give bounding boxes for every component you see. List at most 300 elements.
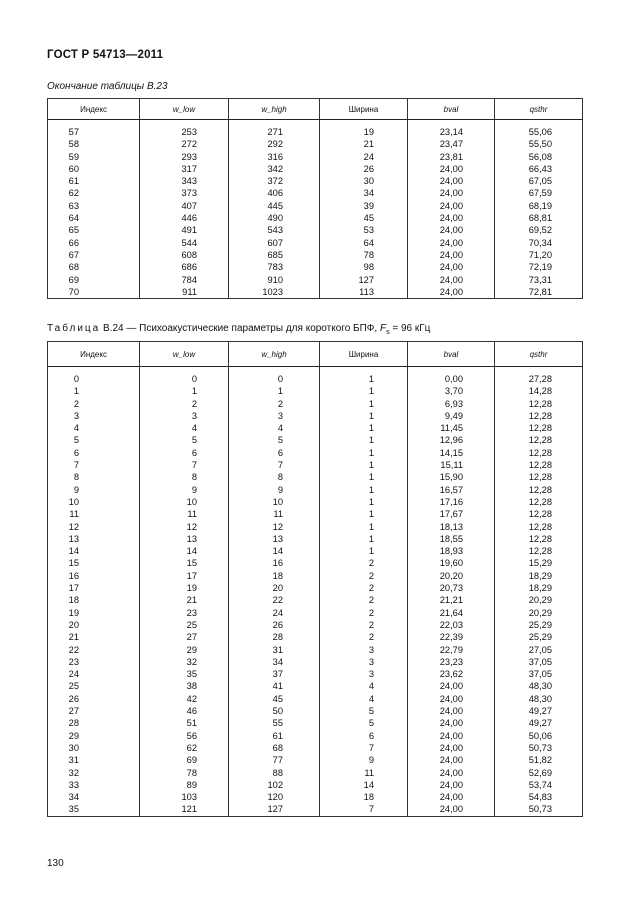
table-row bbox=[48, 373, 583, 385]
index-cell: 18 bbox=[48, 594, 140, 606]
qsthr-cell: 68,19 bbox=[495, 200, 583, 212]
table-row bbox=[48, 398, 583, 410]
bval-cell: 3,70 bbox=[408, 385, 495, 397]
w-high-cell: 685 bbox=[229, 249, 320, 261]
w-high-cell: 292 bbox=[229, 138, 320, 150]
index-cell: 33 bbox=[48, 779, 140, 791]
w-high-cell: 6 bbox=[229, 447, 320, 459]
width-cell: 5 bbox=[320, 717, 408, 729]
bval-cell: 21,21 bbox=[408, 594, 495, 606]
index-cell: 61 bbox=[48, 175, 140, 187]
index-cell: 15 bbox=[48, 557, 140, 569]
width-cell: 1 bbox=[320, 496, 408, 508]
index-cell: 5 bbox=[48, 434, 140, 446]
col-header-bval: bval bbox=[408, 342, 495, 367]
index-cell: 8 bbox=[48, 471, 140, 483]
width-cell: 45 bbox=[320, 212, 408, 224]
table-row bbox=[48, 237, 583, 249]
w-high-cell: 31 bbox=[229, 644, 320, 656]
width-cell: 3 bbox=[320, 644, 408, 656]
w-high-cell: 1 bbox=[229, 385, 320, 397]
qsthr-cell: 48,30 bbox=[495, 680, 583, 692]
width-cell: 3 bbox=[320, 656, 408, 668]
table-row bbox=[48, 175, 583, 187]
w-high-cell: 783 bbox=[229, 261, 320, 273]
width-cell: 1 bbox=[320, 398, 408, 410]
index-cell: 57 bbox=[48, 126, 140, 138]
table-row bbox=[48, 385, 583, 397]
bval-cell: 24,00 bbox=[408, 791, 495, 803]
table-row bbox=[48, 730, 583, 742]
w-low-cell: 56 bbox=[140, 730, 229, 742]
bval-cell: 17,67 bbox=[408, 508, 495, 520]
width-cell: 2 bbox=[320, 607, 408, 619]
table-row bbox=[48, 717, 583, 729]
col-header-w-high: w_high bbox=[229, 99, 320, 120]
qsthr-cell: 12,28 bbox=[495, 533, 583, 545]
w-low-cell: 78 bbox=[140, 767, 229, 779]
qsthr-cell: 53,74 bbox=[495, 779, 583, 791]
width-cell: 1 bbox=[320, 533, 408, 545]
w-high-cell: 9 bbox=[229, 484, 320, 496]
index-cell: 7 bbox=[48, 459, 140, 471]
w-low-cell: 19 bbox=[140, 582, 229, 594]
w-high-cell: 1023 bbox=[229, 286, 320, 299]
bval-cell: 24,00 bbox=[408, 200, 495, 212]
table-row bbox=[48, 767, 583, 779]
qsthr-cell: 12,28 bbox=[495, 496, 583, 508]
qsthr-cell: 67,59 bbox=[495, 187, 583, 199]
w-low-cell: 32 bbox=[140, 656, 229, 668]
bval-cell: 19,60 bbox=[408, 557, 495, 569]
width-cell: 4 bbox=[320, 680, 408, 692]
index-cell: 60 bbox=[48, 163, 140, 175]
w-low-cell: 42 bbox=[140, 693, 229, 705]
table-b24 bbox=[47, 341, 583, 817]
table-row bbox=[48, 693, 583, 705]
table-row bbox=[48, 791, 583, 803]
width-cell: 1 bbox=[320, 410, 408, 422]
index-cell: 16 bbox=[48, 570, 140, 582]
qsthr-cell: 52,69 bbox=[495, 767, 583, 779]
table-row bbox=[48, 754, 583, 766]
table2-header-row bbox=[48, 342, 583, 367]
w-low-cell: 46 bbox=[140, 705, 229, 717]
w-high-cell: 41 bbox=[229, 680, 320, 692]
bval-cell: 24,00 bbox=[408, 224, 495, 236]
width-cell: 2 bbox=[320, 631, 408, 643]
bval-cell: 24,00 bbox=[408, 274, 495, 286]
index-cell: 62 bbox=[48, 187, 140, 199]
table-row bbox=[48, 557, 583, 569]
table-row bbox=[48, 163, 583, 175]
qsthr-cell: 49,27 bbox=[495, 705, 583, 717]
table-row bbox=[48, 212, 583, 224]
qsthr-cell: 73,31 bbox=[495, 274, 583, 286]
index-cell: 58 bbox=[48, 138, 140, 150]
w-high-cell: 316 bbox=[229, 151, 320, 163]
w-high-cell: 50 bbox=[229, 705, 320, 717]
width-cell: 5 bbox=[320, 705, 408, 717]
bval-cell: 24,00 bbox=[408, 754, 495, 766]
width-cell: 2 bbox=[320, 570, 408, 582]
qsthr-cell: 37,05 bbox=[495, 656, 583, 668]
table-row bbox=[48, 619, 583, 631]
w-low-cell: 69 bbox=[140, 754, 229, 766]
col-header-width: Ширина bbox=[320, 99, 408, 120]
table-row bbox=[48, 151, 583, 163]
col-header-w-low: w_low bbox=[140, 342, 229, 367]
width-cell: 98 bbox=[320, 261, 408, 273]
bval-cell: 24,00 bbox=[408, 717, 495, 729]
table-row bbox=[48, 459, 583, 471]
qsthr-cell: 66,43 bbox=[495, 163, 583, 175]
bval-cell: 15,90 bbox=[408, 471, 495, 483]
table-row bbox=[48, 705, 583, 717]
w-high-cell: 14 bbox=[229, 545, 320, 557]
width-cell: 1 bbox=[320, 508, 408, 520]
table-row bbox=[48, 521, 583, 533]
width-cell: 2 bbox=[320, 557, 408, 569]
qsthr-cell: 12,28 bbox=[495, 447, 583, 459]
table-row bbox=[48, 126, 583, 138]
table-row bbox=[48, 484, 583, 496]
table-row bbox=[48, 607, 583, 619]
w-low-cell: 1 bbox=[140, 385, 229, 397]
table-row bbox=[48, 274, 583, 286]
index-cell: 66 bbox=[48, 237, 140, 249]
width-cell: 19 bbox=[320, 126, 408, 138]
index-cell: 11 bbox=[48, 508, 140, 520]
table-row bbox=[48, 187, 583, 199]
table2-caption-sub: s bbox=[386, 329, 390, 336]
table-row bbox=[48, 668, 583, 680]
index-cell: 21 bbox=[48, 631, 140, 643]
bval-cell: 24,00 bbox=[408, 175, 495, 187]
w-high-cell: 607 bbox=[229, 237, 320, 249]
w-low-cell: 62 bbox=[140, 742, 229, 754]
table-row bbox=[48, 249, 583, 261]
width-cell: 2 bbox=[320, 619, 408, 631]
w-high-cell: 16 bbox=[229, 557, 320, 569]
w-high-cell: 13 bbox=[229, 533, 320, 545]
document-code: ГОСТ Р 54713—2011 bbox=[47, 49, 164, 61]
w-high-cell: 2 bbox=[229, 398, 320, 410]
w-high-cell: 271 bbox=[229, 126, 320, 138]
qsthr-cell: 48,30 bbox=[495, 693, 583, 705]
table-row bbox=[48, 422, 583, 434]
w-high-cell: 37 bbox=[229, 668, 320, 680]
qsthr-cell: 18,29 bbox=[495, 582, 583, 594]
bval-cell: 24,00 bbox=[408, 163, 495, 175]
w-low-cell: 5 bbox=[140, 434, 229, 446]
index-cell: 67 bbox=[48, 249, 140, 261]
w-low-cell: 343 bbox=[140, 175, 229, 187]
qsthr-cell: 12,28 bbox=[495, 398, 583, 410]
w-low-cell: 121 bbox=[140, 803, 229, 816]
w-low-cell: 38 bbox=[140, 680, 229, 692]
width-cell: 1 bbox=[320, 521, 408, 533]
col-header-w-high: w_high bbox=[229, 342, 320, 367]
qsthr-cell: 25,29 bbox=[495, 619, 583, 631]
bval-cell: 24,00 bbox=[408, 680, 495, 692]
bval-cell: 6,93 bbox=[408, 398, 495, 410]
qsthr-cell: 27,05 bbox=[495, 644, 583, 656]
qsthr-cell: 12,28 bbox=[495, 410, 583, 422]
w-high-cell: 34 bbox=[229, 656, 320, 668]
w-high-cell: 24 bbox=[229, 607, 320, 619]
bval-cell: 24,00 bbox=[408, 742, 495, 754]
index-cell: 19 bbox=[48, 607, 140, 619]
table-row bbox=[48, 594, 583, 606]
width-cell: 4 bbox=[320, 693, 408, 705]
w-low-cell: 544 bbox=[140, 237, 229, 249]
w-low-cell: 686 bbox=[140, 261, 229, 273]
w-low-cell: 272 bbox=[140, 138, 229, 150]
qsthr-cell: 12,28 bbox=[495, 545, 583, 557]
col-header-bval: bval bbox=[408, 99, 495, 120]
width-cell: 14 bbox=[320, 779, 408, 791]
bval-cell: 0,00 bbox=[408, 373, 495, 385]
w-low-cell: 8 bbox=[140, 471, 229, 483]
index-cell: 31 bbox=[48, 754, 140, 766]
width-cell: 1 bbox=[320, 484, 408, 496]
table-row bbox=[48, 496, 583, 508]
w-low-cell: 23 bbox=[140, 607, 229, 619]
index-cell: 2 bbox=[48, 398, 140, 410]
bval-cell: 24,00 bbox=[408, 705, 495, 717]
w-low-cell: 446 bbox=[140, 212, 229, 224]
qsthr-cell: 20,29 bbox=[495, 607, 583, 619]
w-high-cell: 18 bbox=[229, 570, 320, 582]
col-header-w-low: w_low bbox=[140, 99, 229, 120]
qsthr-cell: 72,81 bbox=[495, 286, 583, 299]
width-cell: 113 bbox=[320, 286, 408, 299]
qsthr-cell: 56,08 bbox=[495, 151, 583, 163]
qsthr-cell: 20,29 bbox=[495, 594, 583, 606]
qsthr-cell: 18,29 bbox=[495, 570, 583, 582]
table-row bbox=[48, 631, 583, 643]
w-high-cell: 7 bbox=[229, 459, 320, 471]
page-number: 130 bbox=[47, 858, 64, 869]
w-low-cell: 911 bbox=[140, 286, 229, 299]
table-row bbox=[48, 138, 583, 150]
bval-cell: 17,16 bbox=[408, 496, 495, 508]
w-high-cell: 543 bbox=[229, 224, 320, 236]
bval-cell: 16,57 bbox=[408, 484, 495, 496]
w-low-cell: 89 bbox=[140, 779, 229, 791]
bval-cell: 23,47 bbox=[408, 138, 495, 150]
table-row bbox=[48, 742, 583, 754]
w-high-cell: 102 bbox=[229, 779, 320, 791]
w-high-cell: 445 bbox=[229, 200, 320, 212]
index-cell: 24 bbox=[48, 668, 140, 680]
index-cell: 63 bbox=[48, 200, 140, 212]
width-cell: 34 bbox=[320, 187, 408, 199]
width-cell: 53 bbox=[320, 224, 408, 236]
w-high-cell: 55 bbox=[229, 717, 320, 729]
table-row bbox=[48, 582, 583, 594]
table-row bbox=[48, 803, 583, 816]
w-low-cell: 103 bbox=[140, 791, 229, 803]
w-high-cell: 372 bbox=[229, 175, 320, 187]
w-low-cell: 3 bbox=[140, 410, 229, 422]
w-high-cell: 28 bbox=[229, 631, 320, 643]
w-low-cell: 373 bbox=[140, 187, 229, 199]
qsthr-cell: 54,83 bbox=[495, 791, 583, 803]
qsthr-cell: 67,05 bbox=[495, 175, 583, 187]
qsthr-cell: 12,28 bbox=[495, 521, 583, 533]
w-high-cell: 12 bbox=[229, 521, 320, 533]
table2-caption-text: В.24 — Психоакустические параметры для короткого БПФ, bbox=[103, 323, 380, 334]
width-cell: 127 bbox=[320, 274, 408, 286]
w-low-cell: 2 bbox=[140, 398, 229, 410]
w-high-cell: 5 bbox=[229, 434, 320, 446]
w-low-cell: 10 bbox=[140, 496, 229, 508]
qsthr-cell: 37,05 bbox=[495, 668, 583, 680]
width-cell: 39 bbox=[320, 200, 408, 212]
bval-cell: 23,14 bbox=[408, 126, 495, 138]
w-low-cell: 51 bbox=[140, 717, 229, 729]
qsthr-cell: 12,28 bbox=[495, 484, 583, 496]
qsthr-cell: 55,50 bbox=[495, 138, 583, 150]
table1-header-row bbox=[48, 99, 583, 120]
col-header-qsthr: qsthr bbox=[495, 99, 583, 120]
table-row bbox=[48, 545, 583, 557]
index-cell: 25 bbox=[48, 680, 140, 692]
index-cell: 23 bbox=[48, 656, 140, 668]
qsthr-cell: 27,28 bbox=[495, 373, 583, 385]
w-high-cell: 3 bbox=[229, 410, 320, 422]
index-cell: 69 bbox=[48, 274, 140, 286]
w-low-cell: 608 bbox=[140, 249, 229, 261]
w-low-cell: 317 bbox=[140, 163, 229, 175]
col-header-index: Индекс bbox=[48, 342, 140, 367]
index-cell: 26 bbox=[48, 693, 140, 705]
width-cell: 18 bbox=[320, 791, 408, 803]
bval-cell: 20,73 bbox=[408, 582, 495, 594]
qsthr-cell: 51,82 bbox=[495, 754, 583, 766]
bval-cell: 21,64 bbox=[408, 607, 495, 619]
width-cell: 1 bbox=[320, 471, 408, 483]
w-low-cell: 253 bbox=[140, 126, 229, 138]
qsthr-cell: 12,28 bbox=[495, 459, 583, 471]
w-high-cell: 8 bbox=[229, 471, 320, 483]
w-low-cell: 4 bbox=[140, 422, 229, 434]
w-low-cell: 784 bbox=[140, 274, 229, 286]
width-cell: 1 bbox=[320, 385, 408, 397]
bval-cell: 24,00 bbox=[408, 767, 495, 779]
index-cell: 64 bbox=[48, 212, 140, 224]
qsthr-cell: 25,29 bbox=[495, 631, 583, 643]
width-cell: 11 bbox=[320, 767, 408, 779]
w-high-cell: 61 bbox=[229, 730, 320, 742]
index-cell: 29 bbox=[48, 730, 140, 742]
table2-caption-prefix: Таблица bbox=[47, 323, 101, 334]
bval-cell: 22,39 bbox=[408, 631, 495, 643]
w-low-cell: 13 bbox=[140, 533, 229, 545]
width-cell: 9 bbox=[320, 754, 408, 766]
table-row bbox=[48, 447, 583, 459]
bval-cell: 9,49 bbox=[408, 410, 495, 422]
qsthr-cell: 12,28 bbox=[495, 471, 583, 483]
width-cell: 24 bbox=[320, 151, 408, 163]
table-row bbox=[48, 261, 583, 273]
index-cell: 9 bbox=[48, 484, 140, 496]
w-low-cell: 407 bbox=[140, 200, 229, 212]
w-low-cell: 25 bbox=[140, 619, 229, 631]
w-low-cell: 491 bbox=[140, 224, 229, 236]
index-cell: 0 bbox=[48, 373, 140, 385]
table-row bbox=[48, 570, 583, 582]
width-cell: 30 bbox=[320, 175, 408, 187]
width-cell: 1 bbox=[320, 422, 408, 434]
width-cell: 1 bbox=[320, 545, 408, 557]
bval-cell: 18,93 bbox=[408, 545, 495, 557]
w-high-cell: 0 bbox=[229, 373, 320, 385]
w-low-cell: 15 bbox=[140, 557, 229, 569]
w-high-cell: 22 bbox=[229, 594, 320, 606]
bval-cell: 24,00 bbox=[408, 249, 495, 261]
bval-cell: 24,00 bbox=[408, 261, 495, 273]
qsthr-cell: 12,28 bbox=[495, 508, 583, 520]
bval-cell: 18,13 bbox=[408, 521, 495, 533]
w-low-cell: 9 bbox=[140, 484, 229, 496]
qsthr-cell: 55,06 bbox=[495, 126, 583, 138]
table1-body bbox=[48, 120, 583, 299]
index-cell: 59 bbox=[48, 151, 140, 163]
bval-cell: 24,00 bbox=[408, 212, 495, 224]
table-row bbox=[48, 656, 583, 668]
index-cell: 4 bbox=[48, 422, 140, 434]
w-low-cell: 21 bbox=[140, 594, 229, 606]
qsthr-cell: 50,73 bbox=[495, 742, 583, 754]
index-cell: 12 bbox=[48, 521, 140, 533]
w-high-cell: 77 bbox=[229, 754, 320, 766]
w-high-cell: 68 bbox=[229, 742, 320, 754]
bval-cell: 24,00 bbox=[408, 779, 495, 791]
w-high-cell: 11 bbox=[229, 508, 320, 520]
index-cell: 65 bbox=[48, 224, 140, 236]
w-high-cell: 406 bbox=[229, 187, 320, 199]
table-row bbox=[48, 434, 583, 446]
w-high-cell: 120 bbox=[229, 791, 320, 803]
index-cell: 27 bbox=[48, 705, 140, 717]
bval-cell: 24,00 bbox=[408, 693, 495, 705]
index-cell: 1 bbox=[48, 385, 140, 397]
w-low-cell: 17 bbox=[140, 570, 229, 582]
width-cell: 21 bbox=[320, 138, 408, 150]
bval-cell: 15,11 bbox=[408, 459, 495, 471]
index-cell: 32 bbox=[48, 767, 140, 779]
index-cell: 68 bbox=[48, 261, 140, 273]
index-cell: 70 bbox=[48, 286, 140, 299]
col-header-index: Индекс bbox=[48, 99, 140, 120]
bval-cell: 22,03 bbox=[408, 619, 495, 631]
bval-cell: 12,96 bbox=[408, 434, 495, 446]
qsthr-cell: 69,52 bbox=[495, 224, 583, 236]
qsthr-cell: 49,27 bbox=[495, 717, 583, 729]
table-row bbox=[48, 779, 583, 791]
table-row bbox=[48, 644, 583, 656]
bval-cell: 23,62 bbox=[408, 668, 495, 680]
table-row bbox=[48, 533, 583, 545]
col-header-width: Ширина bbox=[320, 342, 408, 367]
table-row bbox=[48, 224, 583, 236]
index-cell: 3 bbox=[48, 410, 140, 422]
w-high-cell: 26 bbox=[229, 619, 320, 631]
index-cell: 17 bbox=[48, 582, 140, 594]
